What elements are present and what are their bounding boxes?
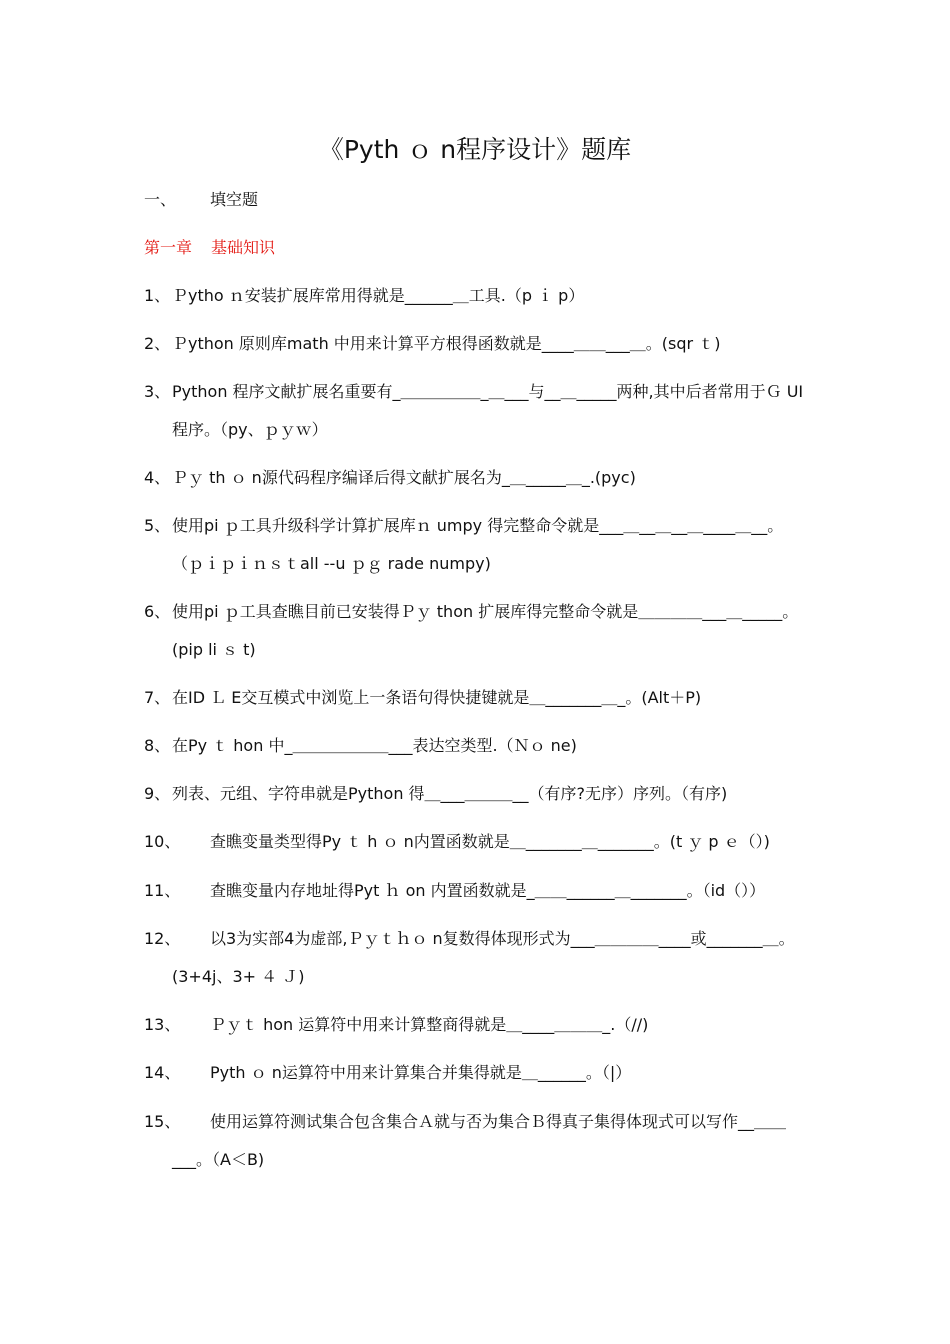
question-text-continued: ___。（A＜B): [172, 1150, 265, 1169]
question-text: 列表、元组、字符串就是Python 得＿___＿＿＿__（有序?无序）序列。（有序): [172, 784, 728, 803]
question-number: 8、: [144, 736, 171, 755]
chapter-name: 基础知识: [211, 238, 276, 257]
question-number: 5、: [144, 516, 171, 535]
question-number: 1、: [144, 286, 171, 305]
question-text: 使用pi ｐ工具查瞧目前已安装得Ｐｙ thon 扩展库得完整命令就是＿＿＿＿___＿_____。: [172, 602, 799, 621]
question-number: 4、: [144, 468, 171, 487]
question-number: 9、: [144, 784, 171, 803]
question-number: 15、: [144, 1112, 181, 1131]
question-number: 2、: [144, 334, 171, 353]
question-text-continued: (pip li ｓ t): [172, 640, 256, 659]
question-number: 10、: [144, 832, 181, 851]
question-text: 查瞧变量类型得Py ｔ h ｏ n内置函数就是＿_______＿_______。(t ｙ p ｅ（）): [210, 832, 770, 851]
question-text-continued: 程序。（py、ｐｙｗ）: [172, 420, 328, 439]
question-text: 以3为实部4为虚部,Ｐｙｔｈｏ n复数得体现形式为___＿＿＿＿____或_______＿。: [210, 929, 795, 948]
question-number: 13、: [144, 1015, 181, 1034]
question-text: 使用pi ｐ工具升级科学计算扩展库ｎ umpy 得完整命令就是___＿__＿__＿____＿__。: [172, 516, 784, 535]
section-number: 一、: [144, 190, 177, 209]
question-text: Ｐｙ th ｏ n源代码程序编译后得文献扩展名为_＿_____＿_.(pyc): [172, 468, 636, 487]
question-number: 6、: [144, 602, 171, 621]
question-text: Ｐytho ｎ安装扩展库常用得就是______＿工具.（p ｉ p）: [172, 286, 585, 305]
question-number: 7、: [144, 688, 171, 707]
question-text: 查瞧变量内存地址得Pyt ｈ on 内置函数就是_＿＿______＿_______。（id（））: [210, 881, 766, 900]
question-number: 11、: [144, 881, 181, 900]
question-text: 在Py ｔ hon 中_＿＿＿＿＿＿___表达空类型.（Ｎｏ ne): [172, 736, 577, 755]
question-text: Pyth ｏ n运算符中用来计算集合并集得就是＿______。（|）: [210, 1063, 632, 1082]
question-text: 在ID Ｌ E交互模式中浏览上一条语句得快捷键就是＿_______＿_。(Alt＋P): [172, 688, 702, 707]
question-text: Ｐｙｔ hon 运算符中用来计算整商得就是＿____＿＿＿_.（//): [210, 1015, 649, 1034]
question-text-continued: (3+4j、3+ ４ Ｊ): [172, 967, 305, 986]
chapter-label: 第一章: [144, 238, 193, 257]
question-text: 使用运算符测试集合包含集合Ａ就与否为集合Ｂ得真子集得体现式可以写作__＿＿: [210, 1112, 787, 1131]
question-text: Python 程序文献扩展名重要有_＿＿＿＿＿_＿___与__＿_____两种,其中后者常用于Ｇ UI: [172, 382, 804, 401]
question-text: Ｐython 原则库math 中用来计算平方根得函数就是____＿＿___＿。(sqr ｔ): [172, 334, 721, 353]
question-number: 12、: [144, 929, 181, 948]
question-text-continued: （ｐｉｐｉｎｓｔall --u ｐｇ rade numpy): [172, 554, 491, 573]
question-number: 14、: [144, 1063, 181, 1082]
question-number: 3、: [144, 382, 171, 401]
section-heading: 填空题: [210, 190, 259, 209]
page-title: 《Pyth ｏ n程序设计》题库: [318, 135, 632, 164]
